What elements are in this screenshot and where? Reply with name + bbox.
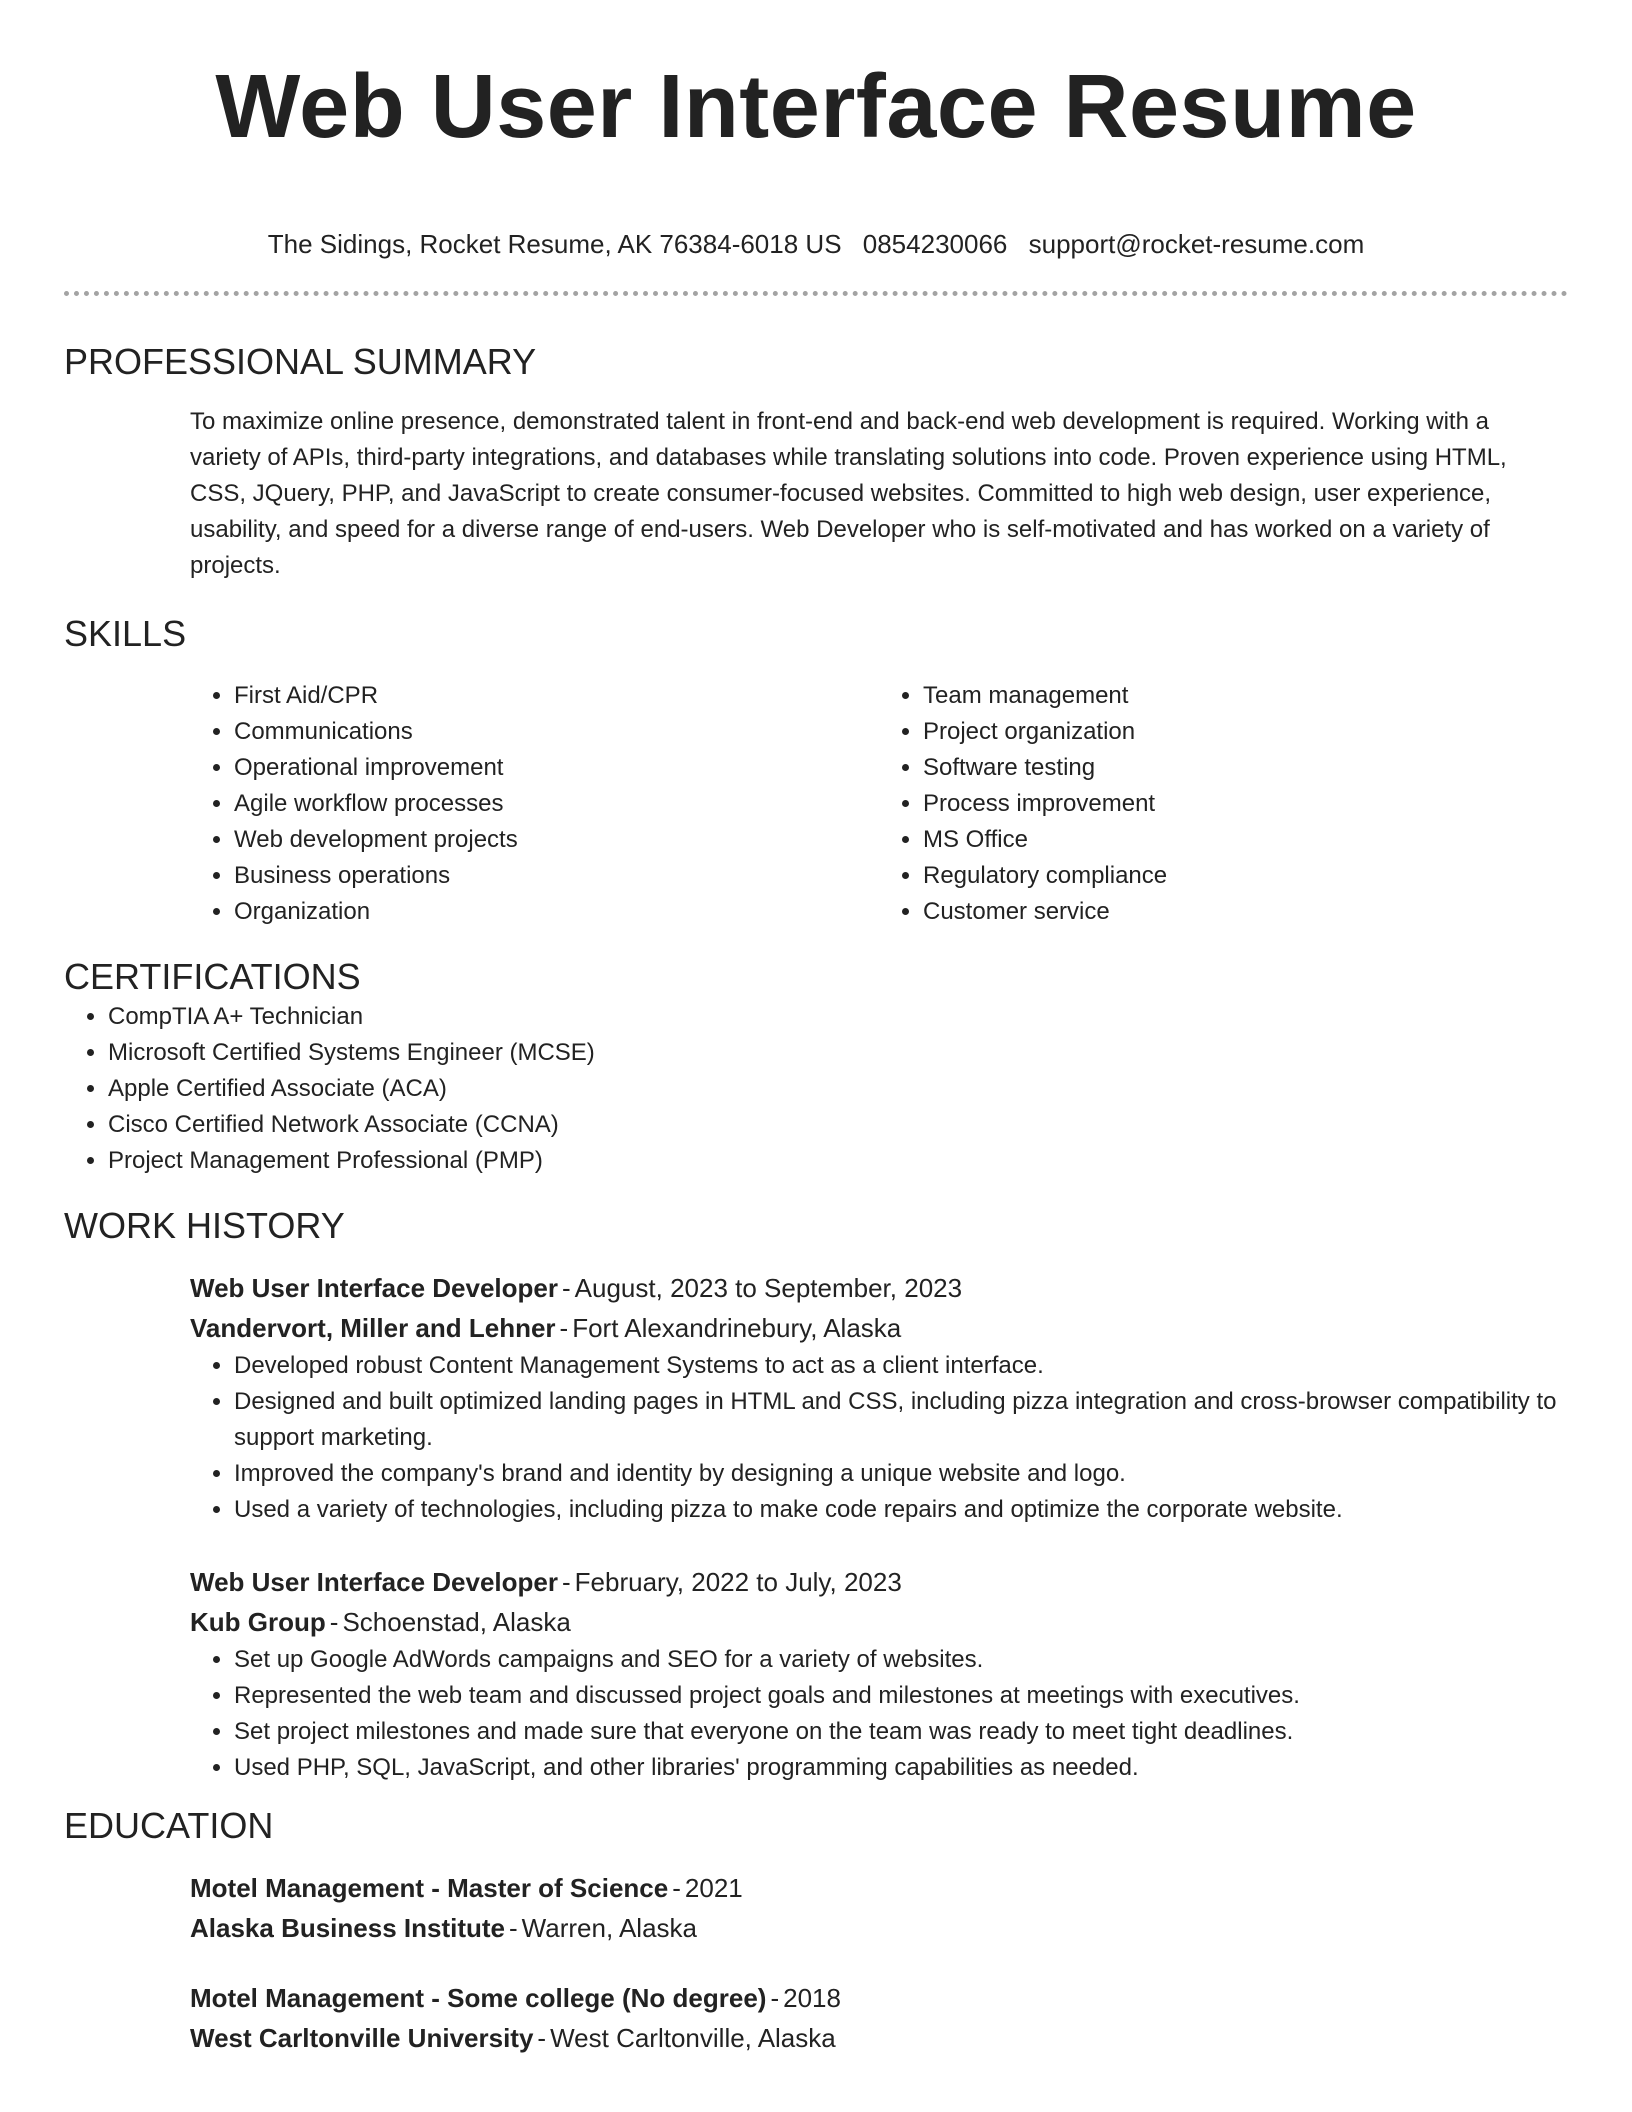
skill-item: • Software testing <box>923 750 1568 786</box>
job-duty: • Developed robust Content Management Systems to act as a client interface. <box>234 1348 1568 1384</box>
skill-item: • Project organization <box>923 714 1568 750</box>
school-line: West Carltonville University - West Carltonville, Alaska <box>190 2023 836 2053</box>
certification-item: • Cisco Certified Network Associate (CCNA) <box>108 1107 1568 1143</box>
certification-item: • Microsoft Certified Systems Engineer (MCSE) <box>108 1035 1568 1071</box>
resume-title: Web User Interface Resume <box>215 57 1417 157</box>
degree-line: Motel Management - Some college (No degree) - 2018 <box>190 1983 841 2013</box>
school-line: Alaska Business Institute - Warren, Alaska <box>190 1913 697 1943</box>
job-duty: • Used a variety of technologies, including pizza to make code repairs and optimize the corporate website. <box>234 1492 1568 1528</box>
job-duty: • Represented the web team and discussed project goals and milestones at meetings with executives. <box>234 1678 1568 1714</box>
skill-item: • Regulatory compliance <box>923 858 1568 894</box>
company-location: Fort Alexandrinebury, Alaska <box>572 1313 902 1343</box>
job-dates: August, 2023 to September, 2023 <box>574 1273 963 1303</box>
job-duty: • Improved the company's brand and identity by designing a unique website and logo. <box>234 1456 1568 1492</box>
header-divider <box>64 291 1568 296</box>
degree: Motel Management - Master of Science <box>190 1873 669 1903</box>
job-entry <box>190 1268 1568 1348</box>
education-heading: EDUCATION <box>64 1805 274 1846</box>
job-title-line: Web User Interface Developer - August, 2023 to September, 2023 <box>190 1273 963 1303</box>
school-name: Alaska Business Institute <box>190 1913 505 1943</box>
skill-item: • First Aid/CPR <box>234 678 879 714</box>
certification-item: • Apple Certified Associate (ACA) <box>108 1071 1568 1107</box>
job-duty: • Set up Google AdWords campaigns and SEO for a variety of websites. <box>234 1642 1568 1678</box>
skills-column-left <box>190 678 879 930</box>
certifications-list <box>64 999 1568 1179</box>
skill-item: • Operational improvement <box>234 750 879 786</box>
school-location: Warren, Alaska <box>521 1913 697 1943</box>
contact-line <box>64 228 1568 260</box>
job-duties-list <box>190 1348 1568 1528</box>
skill-item: • Organization <box>234 894 879 930</box>
degree-line: Motel Management - Master of Science - 2021 <box>190 1873 743 1903</box>
school-location: West Carltonville, Alaska <box>550 2023 836 2053</box>
skill-item: • Communications <box>234 714 879 750</box>
company-location: Schoenstad, Alaska <box>342 1607 571 1637</box>
phone: 0854230066 <box>862 229 1008 259</box>
graduation-year: 2021 <box>684 1873 743 1903</box>
education-entry <box>190 1978 1568 2058</box>
skills-column-right <box>879 678 1568 930</box>
work-history-heading: WORK HISTORY <box>64 1205 345 1246</box>
job-entry <box>190 1562 1568 1642</box>
company-line: Kub Group - Schoenstad, Alaska <box>190 1607 571 1637</box>
job-title-line: Web User Interface Developer - February, 2022 to July, 2023 <box>190 1567 902 1597</box>
summary-heading: PROFESSIONAL SUMMARY <box>64 341 537 382</box>
company-line: Vandervort, Miller and Lehner - Fort Alexandrinebury, Alaska <box>190 1313 902 1343</box>
job-title: Web User Interface Developer <box>190 1567 558 1597</box>
skill-item: • Web development projects <box>234 822 879 858</box>
school-name: West Carltonville University <box>190 2023 534 2053</box>
education-entry <box>190 1868 1568 1948</box>
certification-item: • CompTIA A+ Technician <box>108 999 1568 1035</box>
job-duty: • Set project milestones and made sure that everyone on the team was ready to meet tight deadlines. <box>234 1714 1568 1750</box>
skills-heading: SKILLS <box>64 613 187 654</box>
graduation-year: 2018 <box>783 1983 841 2013</box>
skill-item: • Business operations <box>234 858 879 894</box>
email: support@rocket-resume.com <box>1028 229 1365 259</box>
degree: Motel Management - Some college (No degree) <box>190 1983 767 2013</box>
job-dates: February, 2022 to July, 2023 <box>574 1567 902 1597</box>
summary-text: To maximize online presence, demonstrated talent in front-end and back-end web development is required. Working with a variety of APIs, third-party integrations, and databases while translating solutions into code. Proven experience using HTML, CSS, JQuery, PHP, and JavaScript to create consumer-focused websites. Committed to high web design, user experience, usability, and speed for a diverse range of end-users. Web Developer who is self-motivated and has worked on a variety of projects. <box>190 408 1507 579</box>
skill-item: • Team management <box>923 678 1568 714</box>
address: The Sidings, Rocket Resume, AK 76384-6018 US <box>267 229 842 259</box>
skills-list <box>190 678 1568 930</box>
skill-item: • MS Office <box>923 822 1568 858</box>
certification-item: • Project Management Professional (PMP) <box>108 1143 1568 1179</box>
job-duty: • Designed and built optimized landing pages in HTML and CSS, including pizza integration and cross-browser compatibility to support marketing. <box>234 1384 1568 1456</box>
skill-item: • Agile workflow processes <box>234 786 879 822</box>
job-duties-list <box>190 1642 1568 1786</box>
certifications-heading: CERTIFICATIONS <box>64 956 361 997</box>
job-duty: • Used PHP, SQL, JavaScript, and other libraries' programming capabilities as needed. <box>234 1750 1568 1786</box>
skill-item: • Customer service <box>923 894 1568 930</box>
company-name: Kub Group <box>190 1607 326 1637</box>
job-title: Web User Interface Developer <box>190 1273 558 1303</box>
skill-item: • Process improvement <box>923 786 1568 822</box>
company-name: Vandervort, Miller and Lehner <box>190 1313 556 1343</box>
